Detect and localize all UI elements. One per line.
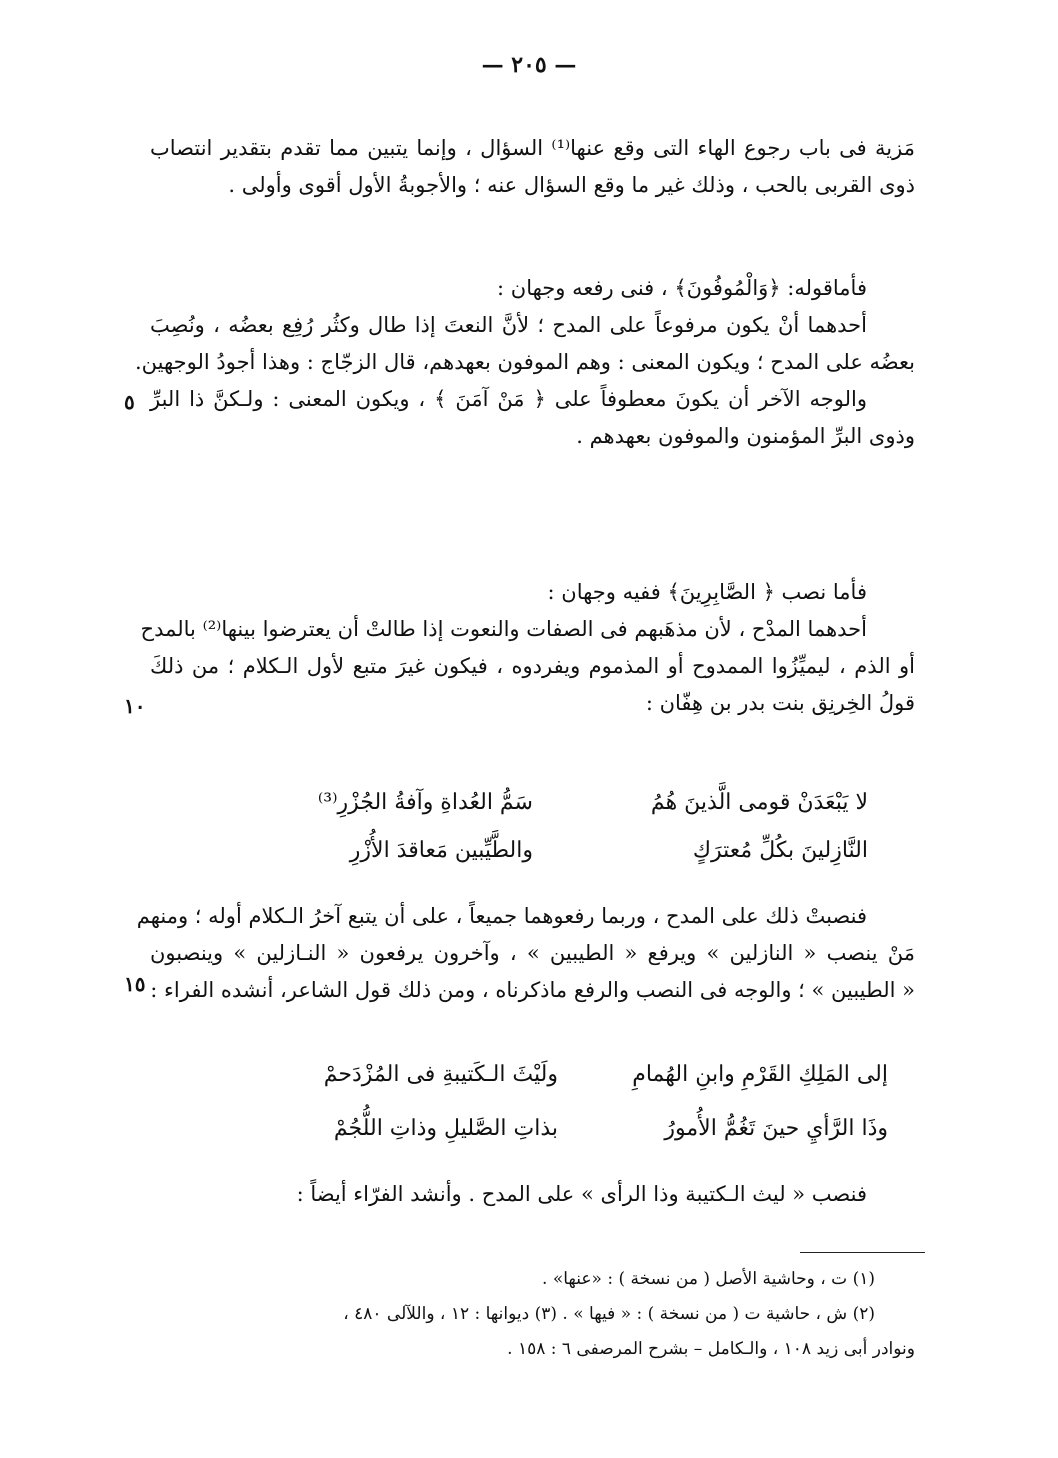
verse-1-hemistich-1: لا يَبْعَدَنْ قومى الَّذينَ هُمُ: [650, 790, 868, 815]
text-line: أو الذم ، ليميِّزُوا الممدوح أو المذموم ويفردوه ، فيكون غيرَ متبع لأول الـكلام ؛ من ذلكَ: [150, 654, 915, 678]
text-line: أحدهما المدْح ، لأن مذهَبهم فى الصفات والنعوت إذا طالتْ أن يعترضوا بينها⁽²⁾ بالمدح: [140, 617, 867, 641]
footnote-divider: [800, 1252, 925, 1253]
footnote-line: (٢) ش ، حاشية ت ( من نسخة ) : « فيها » . (٣) ديوانها : ١٢ ، واللآلى ٤٨٠ ،: [343, 1304, 875, 1324]
verse-3-hemistich-2: ولَيْثَ الـكَتيبةِ فى المُزْدَحمْ: [323, 1062, 558, 1087]
text-line: والوجه الآخر أن يكونَ معطوفاً على ﴿ مَنْ آمَنَ ﴾ ، ويكون المعنى : ولـكنَّ ذا البرِّ: [150, 387, 867, 411]
text-line: فنصبتْ ذلك على المدح ، وربما رفعوهما جميعاً ، على أن يتبع آخرُ الـكلام أوله ؛ ومنهم: [136, 904, 867, 928]
paragraph-3: [140, 574, 915, 722]
line-marker-5: ٥: [124, 390, 135, 414]
paragraph-2: [134, 270, 915, 455]
text-line: فأما نصب ﴿ الصَّابِرِينَ﴾ ففيه وجهان :: [547, 580, 867, 604]
paragraph-4: [136, 898, 915, 1009]
text-line: أحدهما أنْ يكون مرفوعاً على المدح ؛ لأنَّ النعتَ إذا طال وكثُر رُفِع بعضُه ، ونُصِبَ: [150, 313, 867, 337]
text-line: قولُ الخِرنِق بنت بدر بن هِفّان :: [645, 691, 915, 715]
paragraph-1: [150, 130, 915, 204]
verse-4-hemistich-1: وذَا الرَّأيِ حينَ تَغُمُّ الأُمورُ: [664, 1116, 888, 1141]
footnote-line: ونوادر أبى زيد ١٠٨ ، والـكامل – بشرح المرصفى ٦ : ١٥٨ .: [507, 1339, 915, 1359]
text-line: فأماقوله: ﴿وَالْمُوفُونَ﴾ ، فنى رفعه وجهان :: [497, 276, 867, 300]
footnote-line: (١) ت ، وحاشية الأصل ( من نسخة ) : «عنها» .: [542, 1269, 875, 1289]
verse-2-hemistich-2: والطَّيِّبين مَعاقدَ الأُزْرِ: [349, 838, 533, 863]
text-line: مَزية فى باب رجوع الهاء التى وقع عنها⁽¹⁾ السؤال ، وإنما يتبين مما تقدم بتقدير انتصاب: [150, 136, 915, 160]
line-marker-10: ١٠: [124, 694, 146, 718]
text-line: مَنْ ينصب « النازلين » ويرفع « الطيبين » ، وآخرون يرفعون « النـازلين » وينصبون: [150, 941, 915, 965]
page-number: — ٢٠٥ —: [481, 52, 577, 78]
line-marker-15: ١٥: [124, 972, 146, 996]
text-line: « الطيبين » ؛ والوجه فى النصب والرفع ماذكرناه ، ومن ذلك قول الشاعر، أنشده الفراء :: [150, 978, 915, 1002]
text-line: وذوى البرِّ المؤمنون والموفون بعهدهم .: [576, 424, 915, 448]
text-line: بعضُه على المدح ؛ ويكون المعنى : وهم الموفون بعهدهم، قال الزجّاج : وهذا أجودُ الوجهين.: [134, 350, 915, 374]
footnotes: [150, 1262, 915, 1367]
text-line: فنصب « ليث الـكتيبة وذا الرأى » على المدح . وأنشد الفرّاء أيضاً :: [296, 1182, 867, 1206]
paragraph-5: [150, 1176, 915, 1213]
verse-4-hemistich-2: بذاتِ الصَّليلِ وذاتِ اللُّجُمْ: [333, 1116, 558, 1141]
verse-1-hemistich-2: سَمُّ العُداةِ وآفةُ الجُزْرِ⁽³⁾: [317, 790, 533, 815]
verse-3-hemistich-1: إلى المَلِكِ القَرْمِ وابنِ الهُمامِ: [632, 1062, 888, 1087]
text-line: ذوى القربى بالحب ، وذلك غير ما وقع السؤال عنه ؛ والأجوبةُ الأول أقوى وأولى .: [228, 173, 915, 197]
verse-2-hemistich-1: النَّازِلينَ بكُلِّ مُعترَكٍ: [692, 838, 868, 863]
